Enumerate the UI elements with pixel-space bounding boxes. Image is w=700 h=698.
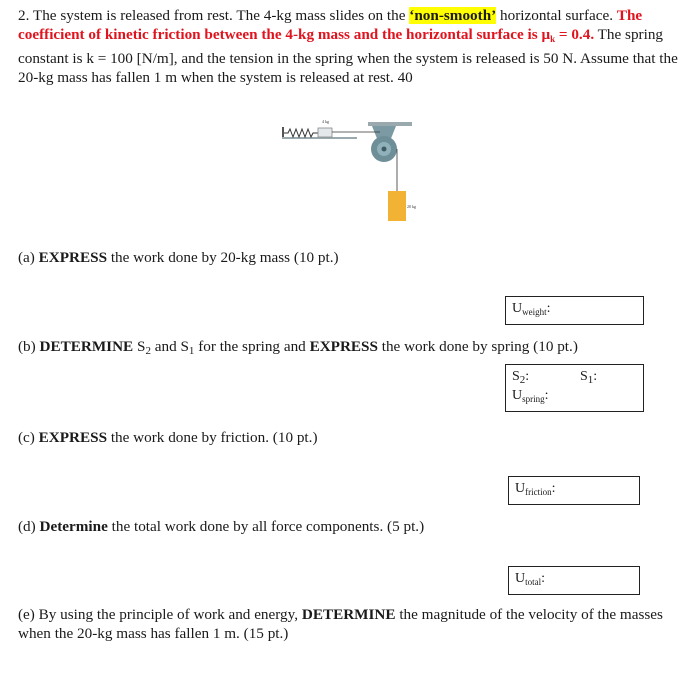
- u-total-sub: total: [525, 577, 542, 587]
- part-d-text: the total work done by all force components. (5 pt.): [107, 518, 425, 535]
- answer-box-total[interactable]: [508, 566, 640, 595]
- u-friction-letter: U: [515, 481, 526, 496]
- part-b-s2: S: [133, 338, 146, 355]
- small-mass-block: [318, 128, 332, 137]
- s1-sub: 1: [587, 374, 594, 386]
- part-c-bold: EXPRESS: [38, 429, 108, 446]
- large-mass-label: 20 kg: [407, 204, 416, 209]
- part-d-bold: Determine: [39, 518, 108, 535]
- part-a-question: [18, 248, 680, 267]
- pulley-system-figure: [280, 113, 420, 237]
- part-b-bold-1: DETERMINE: [39, 338, 134, 355]
- problem-text-2: horizontal surface.: [496, 7, 617, 24]
- part-d-question: [18, 517, 680, 536]
- u-friction-colon: :: [551, 481, 556, 496]
- part-e-text-2: the magnitude of the velocity of the masses when the 20-kg mass has fallen 1 m. (15 pt.): [18, 606, 663, 642]
- u-total-label: [515, 571, 545, 587]
- answer-box-friction[interactable]: [508, 476, 640, 505]
- u-spring-letter: U: [512, 388, 523, 403]
- part-b-bold-2: EXPRESS: [309, 338, 378, 355]
- small-mass-label: 4 kg: [322, 119, 329, 124]
- ceiling: [368, 122, 412, 126]
- part-b-question: [18, 337, 680, 361]
- large-mass-block: [388, 191, 406, 221]
- u-total-colon: :: [541, 571, 546, 586]
- answer-box-weight[interactable]: [505, 296, 644, 325]
- problem-text-3: The spring constant is k = 100 [N/m], and the tension in the spring when the system is released is 50 N. Assume that the 20-kg mass has fallen 1 m when the system is released at rest. 40: [18, 26, 678, 86]
- part-b-s1: and S: [150, 338, 189, 355]
- part-c-prefix: (c): [18, 429, 39, 446]
- u-weight-letter: U: [512, 301, 523, 316]
- s2-label: [512, 369, 529, 386]
- part-b-s2-sub: 2: [145, 345, 151, 357]
- mu-subscript: k: [550, 34, 556, 44]
- friction-text: The coefficient of kinetic friction between the 4-kg mass and the horizontal surface is μ: [18, 7, 643, 43]
- u-total-letter: U: [515, 571, 526, 586]
- part-c-text: the work done by friction. (10 pt.): [107, 429, 318, 446]
- problem-text-1: 2. The system is released from rest. The 4-kg mass slides on the: [18, 7, 410, 24]
- s1-colon: :: [593, 369, 598, 384]
- part-a-prefix: (a): [18, 249, 39, 266]
- s2-sub: 2: [519, 374, 526, 386]
- u-spring-sub: spring: [522, 394, 545, 404]
- part-a-text: the work done by 20-kg mass (10 pt.): [107, 249, 339, 266]
- u-weight-label: [512, 301, 551, 317]
- part-b-text-1: for the spring and: [194, 338, 310, 355]
- part-e-text-1: (e) By using the principle of work and energy,: [18, 606, 302, 623]
- s2-colon: :: [525, 369, 530, 384]
- s1-label: [580, 369, 597, 386]
- u-weight-colon: :: [546, 301, 551, 316]
- part-d-prefix: (d): [18, 518, 40, 535]
- spring: [284, 129, 318, 137]
- part-a-bold: EXPRESS: [38, 249, 108, 266]
- answer-box-spring[interactable]: [505, 364, 644, 412]
- mu-value: = 0.4.: [555, 26, 595, 43]
- u-friction-label: [515, 481, 556, 497]
- spring-wall: [282, 127, 284, 137]
- u-spring-label: [512, 388, 549, 404]
- part-e-bold: DETERMINE: [301, 606, 396, 623]
- non-smooth-highlight: ‘non-smooth’: [409, 7, 497, 24]
- s1-letter: S: [580, 369, 588, 384]
- u-friction-sub: friction: [525, 487, 552, 497]
- u-spring-colon: :: [544, 388, 549, 403]
- problem-statement: [18, 6, 680, 87]
- part-b-text-2: the work done by spring (10 pt.): [377, 338, 578, 355]
- part-b-s1-sub: 1: [188, 345, 195, 357]
- part-c-question: [18, 428, 680, 447]
- s2-letter: S: [512, 369, 520, 384]
- part-b-prefix: (b): [18, 338, 40, 355]
- part-e-question: [18, 605, 680, 643]
- pulley-axle: [382, 147, 387, 152]
- u-weight-sub: weight: [522, 307, 547, 317]
